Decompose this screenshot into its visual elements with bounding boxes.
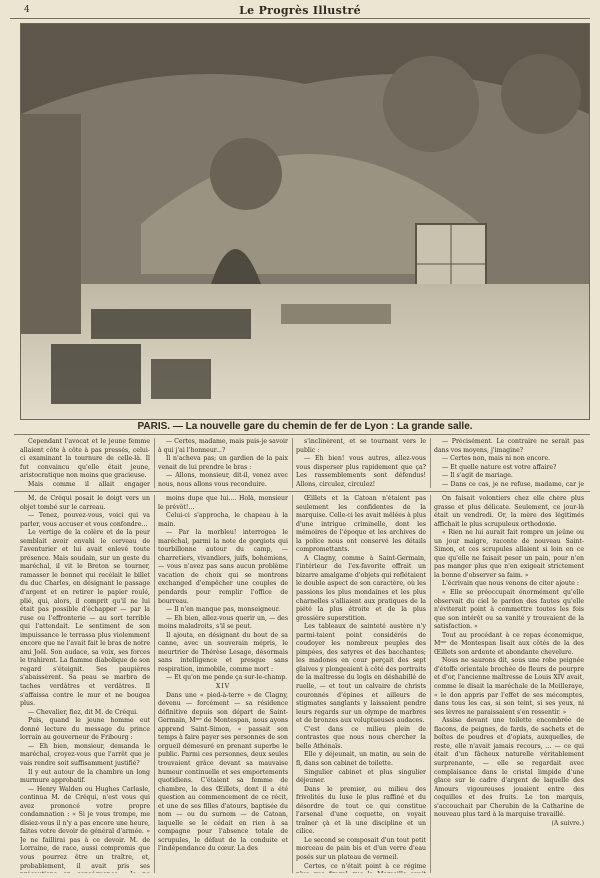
paragraph: On faisait volontiers chez elle chère plus grasse et plus délicate. Seulement, ce jour-là était un vendredi. Or, la mère des légitimés affichait le plus scrupuleux orthodoxie.: [434, 495, 584, 528]
paragraph: — Et quelle nature est votre affaire?: [442, 463, 557, 471]
paragraph: — Certes, madame, mais puis-je savoir à qui j'ai l'honneur...?: [158, 438, 288, 454]
paragraph: Celui-ci s'approcha, le chapeau à la main.: [158, 512, 288, 528]
paragraph: — Henry Walden ou Hughes Carlasle, continua M. de Créqui, n'est vous qui avez prononcé votre propre condamnation : « Si je vous trompe, me disiez-vous il n'y a pas encore une heure, faites votre devoir de général d'armée. » Je ne faillirai pas à ce devoir. M. de Lorraine, de race, aussi compromis que vous pourrez être un traître, et, probablement, il avait pris ses: [20, 785, 150, 870]
paragraph: s'inclinèrent, et se tournant vers le public :: [296, 438, 426, 454]
paragraph: M. de Créqui posait le doigt vers un objet tombé sur le carreau.: [20, 495, 150, 511]
lower-column-2: [158, 495, 288, 873]
section-divider: [14, 491, 590, 492]
column-divider: [154, 438, 155, 488]
section-divider: [14, 434, 590, 435]
lower-column-1: [20, 495, 150, 873]
engraving-grand-hall-icon: [21, 24, 589, 419]
paragraph: Puis, quand le jeune homme eut donné lecture du message du prince lorrain au gouverneur de Fribourg :: [20, 717, 150, 742]
paragraph: Dans une « pied-à-terre » de Clagny, devenu — forcément — sa résidence définitive depuis son départ de Saint-Germain, Mᵐᵉ de Montespan, nous ayons apprend Saint-Simon, « passait son temps à faire payer ses personnes de son orgueil démesuré en prenant superbe le public. Parmi ces personnes, deux seules trouvaient grâce devant sa mauvaise humeur continuelle et ses emportements quotidiens. C'étaient sa femme de chambre, la des Œillets, dont il a été question au commencement de ce récit, et une de ses filles d'atours, baptisée du nom — ou du surnom — de Catoan, laquelle se le cédait en rien à sa compagne pour l'absence totale de scrupules, le défaut de la conduite et l'indépendance du cœur. La des: [158, 691, 288, 853]
paragraph: « Elle se préoccupait énormément qu'elle observait du ciel le pardon des fautes qu'elle n'éviterait point à commettre toutes les fois que son intérêt ou sa vanité y trouvaient de la satisfaction. »: [434, 589, 584, 631]
paragraph: C'est dans ce milieu plein de contrastes que nous nous chercher la belle Athénaïs.: [296, 725, 426, 750]
paragraph: Singulier cabinet et plus singulier déjeuner.: [296, 768, 426, 785]
paragraph: Cependant l'avocat et le jeune femme allaient côte à côte à pas pressés, celui-ci examinant la tournure de celle-là. Il fut convaincu qu'elle était jeune, aristocratique non moins que gracieuse.: [20, 438, 150, 480]
upper-column-1: [20, 438, 150, 488]
paragraph: Il n'achevа pas; un gardien de la paix venait de lui prendre le bras :: [158, 455, 288, 471]
paragraph: — Dans ce cas, je ne refuse, madame, car je: [442, 480, 584, 488]
illustration-caption: PARIS. — La nouvelle gare du chemin de fer de Lyon : La grande salle.: [137, 421, 473, 432]
page-number: 4: [24, 5, 30, 15]
engraving-illustration: [20, 23, 590, 420]
paragraph: — Allons, monsieur, dit-il, venez avec nous, nous allons vous reconduire.: [158, 472, 288, 488]
paragraph: « Rien ne lui aurait fait rompre un jeûne ou un jour maigre, raconte de nouveau Saint-Simon, et ces scrupules allaient si loin en ce que qu'elle ne faisait peser un pain, pour n'en pas manger plus que n'en exigeait strictement la bonne d'observer sa faim. »: [434, 529, 584, 579]
paragraph: — Il s'agit de mariage.: [442, 472, 513, 480]
paragraph: Nous ne saurons dit, sous une robe peignée d'étoffe orientale brochée de fleurs de pourpre et d'or, l'ancienne maîtresse de Louis XIV avait, comme le disait la maréchale de la Meilleraye, « le don appris par l'effet de ses mécomptes, dans tous les cas, si son teint, si ses yeux, ni ses lèvres ne paraissaient s'en ressentir. »: [434, 657, 584, 716]
upper-column-2: [158, 438, 288, 488]
paragraph: Le second se composait d'un tout petit morceau de pain bis et d'un verre d'eau posés sur un plateau de vermeil.: [296, 836, 426, 861]
upper-column-3: [296, 438, 426, 488]
paragraph: Il ajouta, en désignant du bout de sa canne, avec un souverain mépris, le meurtrier de Thérèse Lesage, désormais sans intelligence et presque sans respiration, immobile, comme mort :: [158, 631, 288, 673]
paragraph: Elle y déjeunait, un matin, au sein de fl, dans son cabinet de toilette.: [296, 751, 426, 767]
lower-column-4: [434, 495, 584, 873]
paragraph: — Et qu'on me pende ça sur-le-champ.: [166, 674, 288, 682]
paragraph: — Chevalier, fiez, dit M. de Créqui.: [28, 708, 139, 716]
paragraph: — Certes non, mais ni non encore.: [442, 455, 551, 463]
paragraph: moins dupe que lui.... Holà, monsieur le prévôt!...: [158, 495, 288, 511]
chapter-heading: XIV: [215, 683, 231, 691]
paragraph: Il y eut autour de la chambre un long murmure approbatif.: [20, 768, 150, 785]
paragraph: Certes, ce n'était point à ce régime: [304, 862, 426, 870]
paragraph: Mais comme il allait engager: [28, 480, 150, 488]
column-divider: [292, 438, 293, 488]
paragraph: — Précisément. Le contraire ne serait pas dans vos moyens, j'imagine?: [434, 438, 584, 454]
column-divider: [430, 495, 431, 873]
paragraph: Œillets et la Catoan n'étaient pas seulement les confidentes de la marquise. Celle-ci les avait mêlées à plus d'une intrigue criminelle, dont les mémoires de l'époque et les archives de la police nous ont conservé les détails compromettants.: [296, 495, 426, 554]
paragraph: — Par la morbleu! interrogea le maréchal, parmi la note de gorgiots qui tourbillonne autour du camp, —charretiers, vivandiers, juifs, bohémiens, — vous n'avez pas sans aucun problème vacation de choix qui se montrons exchanged d'empêcher une couples de pendards pour remplir l'office de bourreau.: [158, 529, 288, 605]
paragraph: Le vertige de la colère et de la peur semblait avoir envahi le cerveau de l'aventurier et lui avait enlevé toute présence. Mais soudain, sur un geste du maréchal, il vit le Breton se tourner, ramasser le bonnet qui recélait le billet du duc Charles, en désignant le passage d'argent et en retirer le papier roulé, plié, qui, alors, il comprit qu'il ne lui était pas possible d'échapper — par la ruse ou l'effronterie — au sort terrible qui l'attendait. Le sentiment de son impuissance le terrassa plus violemment encore que ne l'avait fait le bras de notre ami Joël. Son audace, sa voix, ses forces le trahirent. La flamme diabolique de son regard s'éteignit. Ses paupières s'abaissèrent. Sa peau se marbra de taches verdâtres et verdâtres. Il s'affaissa contre le mur et ne bougea plus.: [20, 529, 150, 708]
column-divider: [292, 495, 293, 873]
upper-column-4: [434, 438, 584, 488]
paragraph: Assise devant une toilette encombrée de flacons, de peignes, de fards, de sachets et de boîtes de poudres et d'opiats, auxquelles, de reste, elle n'avait jamais recours, ... — ce qui était d'un fâcheux naturelle véritablement surprenante, — elle se regardait avec complaisance dans le cristal limpide d'une glace sur le cadre d'argent de laquelle des Amours vigoureuses jouaient entre des coquilles et des fruits. Le ton marquis, s'accouchait par Cherubin de la Catharine de nouveau plus tard à la marquise travaillé.: [434, 717, 584, 819]
paragraph: — Tenez, pouvez-vous, voici qui va parler, vous accuser et vous confondre...: [20, 512, 150, 528]
paragraph: Les tableaux de sainteté austère n'y parmi-taient point considérés de coudoyer les nombreux peuples des pimpées, des satyres et des bacchantes; les madones en cour perçait des sept glaives y plongeaient à côté des portraits de la maîtresse du logis en déshabillé de ruelle, — et tout un calvaire de christs couronnés d'épines et ailleurs de stigmates sanglants y laissaient pendre leurs regards sur un olympe de marbres et de bronzes aux voluptueuses audaces.: [296, 623, 426, 725]
lower-column-3: [296, 495, 426, 873]
paragraph: — Il n'en manque pas, monseigneur.: [166, 606, 280, 614]
column-divider: [430, 438, 431, 488]
to-be-continued: (A suivre.): [551, 819, 584, 827]
paragraph: Dans le premier, au milieu des frivolités du luxe le plus raffiné et du désordre de tout ce qui constitue l'arsenal d'une coquette, on voyait traîner çà et là une discipline et un cilice.: [296, 785, 426, 836]
paragraph: Tout au procédant à ce repas économique, Mᵐᵉ de Montespan lisait aux côtés de la des Œillets son ardente et abondante chevelure.: [434, 631, 584, 656]
paragraph: — Eh bien, allez-vous querir un, — des moins maladroits, s'il se peut.: [158, 614, 288, 631]
page-header: [10, 4, 590, 19]
column-divider: [154, 495, 155, 873]
paragraph: — Eh bien, monsieur, demanda le maréchal, croyez-vous que l'arrêt que je vais rendre soit suffisamment justifié?: [20, 742, 150, 767]
paragraph: — Eh bien! vous autres, allez-vous vous disperser plus rapidement que ça? Les rassemblements sont défendus! Allons, circulez, circulez!: [296, 455, 426, 488]
paragraph: A Clagny, comme à Saint-Germain, l'intérieur de l'ex-favorite offrait un bizarre amalgame d'objets qui reflétaient le double aspect de son caractère, où les passions les plus mondaines et les plus charnelles s'alliaient aux pratiques de la piété la plus étroite et de la plus grossière superstition.: [296, 554, 426, 622]
paragraph: L'écrivain que nous venons de citer ajoute :: [442, 580, 580, 588]
masthead: Le Progrès Illustré: [239, 4, 361, 17]
